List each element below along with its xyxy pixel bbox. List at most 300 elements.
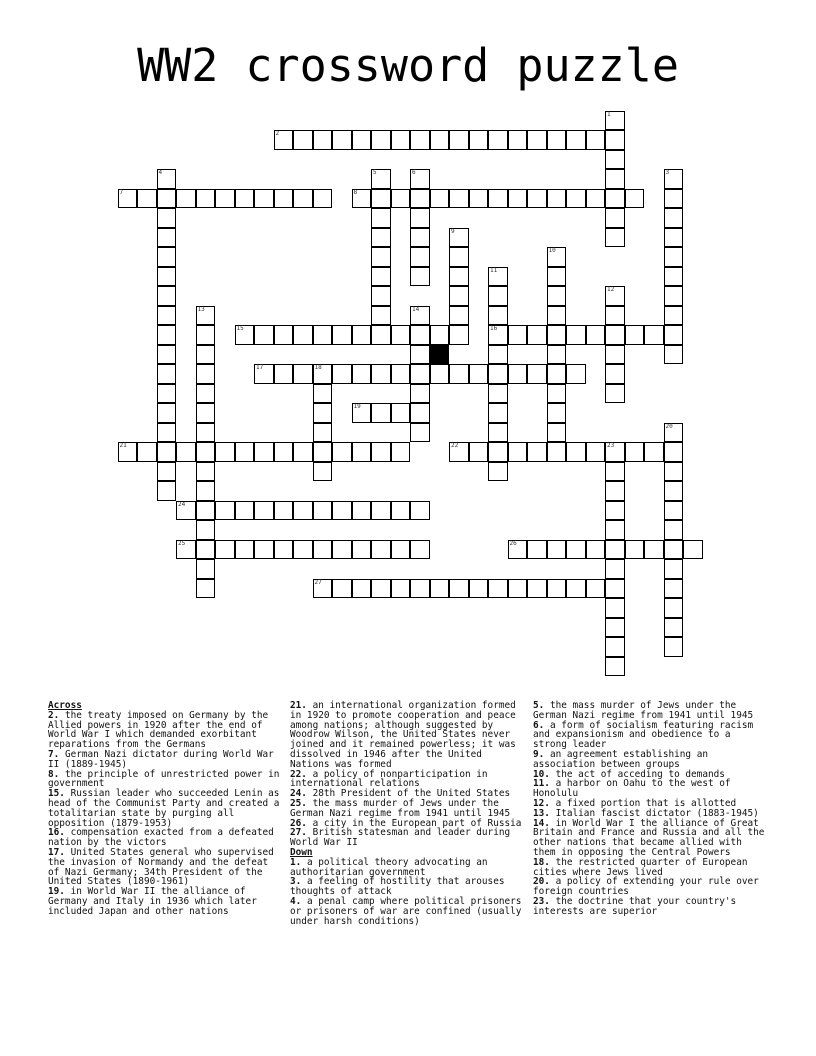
clues-column-3 [533,701,769,917]
grid-cell[interactable] [254,540,274,560]
grid-cell[interactable] [157,423,177,443]
grid-cell[interactable] [235,501,255,521]
grid-cell[interactable] [547,286,567,306]
grid-cell[interactable] [293,442,313,462]
grid-cell[interactable] [391,189,411,209]
grid-cell[interactable] [235,442,255,462]
grid-cell[interactable] [625,442,645,462]
grid-cell[interactable] [664,540,684,560]
grid-cell[interactable] [352,189,372,209]
grid-cell[interactable] [352,501,372,521]
grid-cell[interactable] [664,501,684,521]
grid-cell[interactable] [644,442,664,462]
grid-cell[interactable] [430,325,450,345]
grid-cell[interactable] [332,540,352,560]
grid-cell[interactable] [410,540,430,560]
grid-cell[interactable] [664,598,684,618]
grid-cell[interactable] [391,442,411,462]
grid-cell[interactable] [664,423,684,443]
grid-cell[interactable] [410,579,430,599]
grid-cell[interactable] [274,501,294,521]
grid-cell[interactable] [391,579,411,599]
grid-cell[interactable] [605,384,625,404]
grid-cell[interactable] [527,540,547,560]
grid-cell[interactable] [313,189,333,209]
grid-cell[interactable] [410,228,430,248]
grid-cell[interactable] [196,364,216,384]
clue-text: a city in the European part of Russia [306,817,522,829]
clue-number: 23 [607,442,615,449]
grid-cell[interactable] [664,618,684,638]
clue-number: 26 [509,539,517,547]
grid-cell[interactable] [332,325,352,345]
grid-cell[interactable] [527,189,547,209]
grid-cell[interactable] [215,189,235,209]
grid-cell[interactable] [371,501,391,521]
grid-cell[interactable] [410,325,430,345]
grid-cell[interactable] [664,306,684,326]
grid-cell[interactable] [410,267,430,287]
grid-cell[interactable] [469,579,489,599]
grid-cell[interactable] [196,540,216,560]
grid-cell[interactable] [157,267,177,287]
grid-cell[interactable] [488,267,508,287]
grid-cell[interactable] [371,228,391,248]
grid-cell[interactable] [371,306,391,326]
grid-cell[interactable] [547,579,567,599]
grid-cell[interactable] [157,345,177,365]
grid-cell[interactable] [157,247,177,267]
grid-cell[interactable] [410,384,430,404]
grid-cell[interactable] [449,267,469,287]
grid-cell[interactable] [196,306,216,326]
grid-cell[interactable] [371,364,391,384]
grid-cell[interactable] [157,208,177,228]
grid-cell[interactable] [313,423,333,443]
grid-cell[interactable] [527,442,547,462]
grid-cell[interactable] [488,306,508,326]
clue-number-label: 7. [48,748,60,760]
grid-cell[interactable] [488,423,508,443]
grid-cell[interactable] [293,501,313,521]
grid-cell[interactable] [410,403,430,423]
grid-cell[interactable] [625,189,645,209]
grid-cell[interactable] [605,579,625,599]
clue-text: compensation exacted from a defeated nation by the victors [48,827,274,849]
grid-cell[interactable] [449,306,469,326]
grid-cell[interactable] [605,598,625,618]
grid-cell[interactable] [157,442,177,462]
clue-number: 3 [665,169,670,176]
grid-cell[interactable] [118,189,138,209]
grid-cell[interactable] [410,306,430,326]
grid-cell[interactable] [371,403,391,423]
grid-cell[interactable] [644,325,664,345]
clue-text: Italian fascist dictator (1883-1945) [549,807,759,819]
grid-cell[interactable] [586,189,606,209]
grid-cell[interactable] [176,442,196,462]
grid-cell[interactable] [664,579,684,599]
grid-cell[interactable] [332,501,352,521]
grid-cell[interactable] [371,286,391,306]
grid-cell[interactable] [605,345,625,365]
clue-text: Russian leader who succeeded Lenin as head of the Communist Party and created a totalitarian state by purging all opposition (1879-1953) [48,788,280,829]
grid-cell[interactable] [235,325,255,345]
grid-cell[interactable] [508,540,528,560]
grid-cell[interactable] [527,130,547,150]
grid-cell[interactable] [157,325,177,345]
grid-cell[interactable] [664,286,684,306]
grid-cell[interactable] [664,208,684,228]
grid-cell[interactable] [605,169,625,189]
grid-cell[interactable] [566,579,586,599]
grid-cell[interactable] [157,384,177,404]
grid-cell[interactable] [644,540,664,560]
grid-cell[interactable] [196,423,216,443]
grid-cell[interactable] [566,130,586,150]
grid-cell[interactable] [196,559,216,579]
grid-cell[interactable] [410,169,430,189]
grid-cell[interactable] [196,520,216,540]
grid-cell[interactable] [332,442,352,462]
grid-cell[interactable] [313,501,333,521]
grid-cell[interactable] [215,442,235,462]
grid-cell[interactable] [664,189,684,209]
grid-cell[interactable] [176,540,196,560]
grid-cell[interactable] [391,325,411,345]
clues-column-2 [290,701,524,926]
grid-cell[interactable] [469,130,489,150]
grid-cell[interactable] [371,267,391,287]
grid-cell[interactable] [332,130,352,150]
grid-cell[interactable] [274,325,294,345]
grid-cell[interactable] [566,442,586,462]
grid-cell[interactable] [371,130,391,150]
grid-cell[interactable] [586,442,606,462]
grid-cell[interactable] [664,345,684,365]
grid-cell[interactable] [332,579,352,599]
grid-cell[interactable] [430,130,450,150]
grid-cell[interactable] [527,579,547,599]
grid-cell[interactable] [547,325,567,345]
grid-cell[interactable] [196,403,216,423]
grid-cell[interactable] [605,637,625,657]
grid-cell[interactable] [469,442,489,462]
grid-cell[interactable] [352,540,372,560]
grid-cell[interactable] [449,247,469,267]
grid-cell[interactable] [176,501,196,521]
grid-cell[interactable] [605,228,625,248]
grid-cell[interactable] [293,130,313,150]
clue-number: 9 [451,227,455,235]
grid-cell[interactable] [605,481,625,501]
grid-cell[interactable] [605,501,625,521]
grid-cell[interactable] [566,364,586,384]
grid-cell[interactable] [313,364,333,384]
grid-cell[interactable] [293,189,313,209]
grid-cell[interactable] [469,189,489,209]
grid-cell[interactable] [391,130,411,150]
grid-cell[interactable] [449,364,469,384]
grid-cell[interactable] [254,501,274,521]
grid-cell[interactable] [410,364,430,384]
grid-cell[interactable] [196,345,216,365]
grid-cell[interactable] [196,579,216,599]
grid-cell[interactable] [605,150,625,170]
grid-cell[interactable] [313,130,333,150]
grid-cell[interactable] [391,364,411,384]
clue-number-label: 2. [48,709,60,721]
grid-cell[interactable] [293,540,313,560]
grid-cell[interactable] [469,364,489,384]
grid-cell[interactable] [488,442,508,462]
grid-cell[interactable] [449,189,469,209]
grid-cell[interactable] [371,169,391,189]
grid-cell[interactable] [664,520,684,540]
grid-cell[interactable] [586,325,606,345]
grid-cell[interactable] [118,442,138,462]
grid-cell[interactable] [605,618,625,638]
grid-cell[interactable] [371,579,391,599]
grid-cell[interactable] [547,423,567,443]
grid-cell[interactable] [625,540,645,560]
grid-cell[interactable] [586,579,606,599]
grid-cell[interactable] [157,189,177,209]
grid-cell[interactable] [410,501,430,521]
grid-cell[interactable] [391,501,411,521]
clue-number: 19 [353,403,361,410]
grid-cell[interactable] [625,325,645,345]
grid-cell[interactable] [547,384,567,404]
grid-cell[interactable] [430,364,450,384]
down-clue [533,701,769,721]
grid-cell[interactable] [430,579,450,599]
grid-cell[interactable] [391,540,411,560]
grid-cell[interactable] [254,325,274,345]
grid-cell[interactable] [157,364,177,384]
grid-cell[interactable] [313,403,333,423]
grid-cell[interactable] [547,267,567,287]
grid-cell[interactable] [664,442,684,462]
grid-cell[interactable] [547,306,567,326]
grid-cell[interactable] [449,228,469,248]
grid-cell[interactable] [196,442,216,462]
grid-cell[interactable] [410,189,430,209]
grid-cell[interactable] [313,540,333,560]
grid-cell[interactable] [664,228,684,248]
grid-cell[interactable] [352,130,372,150]
grid-cell[interactable] [352,325,372,345]
grid-cell[interactable] [410,345,430,365]
grid-cell[interactable] [371,189,391,209]
clue-number-label: 24. [290,788,307,800]
grid-cell[interactable] [371,540,391,560]
grid-cell[interactable] [566,189,586,209]
grid-cell[interactable] [371,208,391,228]
grid-cell[interactable] [566,325,586,345]
grid-cell[interactable] [157,169,177,189]
grid-cell[interactable] [196,325,216,345]
grid-cell[interactable] [352,364,372,384]
grid-cell[interactable] [196,462,216,482]
grid-cell[interactable] [254,189,274,209]
clue-text: the principle of unrestricted power in government [48,768,280,790]
grid-cell[interactable] [508,325,528,345]
grid-cell[interactable] [605,442,625,462]
grid-cell[interactable] [313,442,333,462]
grid-cell[interactable] [449,286,469,306]
clue-text: 28th President of the United States [306,788,511,800]
grid-cell[interactable] [488,462,508,482]
grid-cell[interactable] [488,286,508,306]
grid-cell[interactable] [215,540,235,560]
grid-cell[interactable] [605,559,625,579]
grid-cell[interactable] [605,189,625,209]
grid-cell[interactable] [430,189,450,209]
grid-cell[interactable] [664,247,684,267]
grid-cell[interactable] [488,345,508,365]
grid-cell[interactable] [547,130,567,150]
grid-cell[interactable] [313,325,333,345]
grid-cell[interactable] [605,364,625,384]
grid-cell[interactable] [605,111,625,131]
grid-cell[interactable] [391,403,411,423]
grid-cell[interactable] [605,286,625,306]
grid-cell[interactable] [488,189,508,209]
grid-cell[interactable] [508,442,528,462]
grid-cell[interactable] [547,403,567,423]
grid-cell[interactable] [527,364,547,384]
grid-cell[interactable] [137,442,157,462]
grid-cell[interactable] [215,501,235,521]
grid-cell[interactable] [605,462,625,482]
grid-cell[interactable] [566,540,586,560]
grid-cell[interactable] [586,130,606,150]
grid-cell[interactable] [664,462,684,482]
grid-cell[interactable] [274,442,294,462]
grid-cell[interactable] [157,481,177,501]
grid-cell[interactable] [176,189,196,209]
grid-cell[interactable] [196,384,216,404]
clue-number-label: 12. [533,797,550,809]
clue-number-label: 13. [533,807,550,819]
grid-cell[interactable] [605,306,625,326]
page-title: WW2 crossword puzzle [137,39,679,92]
grid-cell[interactable] [254,364,274,384]
grid-cell[interactable] [664,637,684,657]
grid-cell[interactable] [196,189,216,209]
grid-cell[interactable] [332,364,352,384]
across-clue [48,848,280,887]
grid-cell[interactable] [254,442,274,462]
grid-cell[interactable] [488,130,508,150]
grid-cell[interactable] [605,657,625,677]
grid-cell[interactable] [683,540,703,560]
grid-cell[interactable] [664,169,684,189]
grid-cell[interactable] [488,403,508,423]
grid-cell[interactable] [605,325,625,345]
grid-cell[interactable] [664,559,684,579]
grid-cell[interactable] [547,442,567,462]
grid-cell[interactable] [449,325,469,345]
grid-cell[interactable] [196,481,216,501]
grid-cell[interactable] [410,423,430,443]
clue-text: the act of acceding to demands [549,768,725,780]
grid-cell[interactable] [527,325,547,345]
down-clue [533,721,769,750]
grid-cell[interactable] [508,130,528,150]
grid-cell[interactable] [313,384,333,404]
grid-cell[interactable] [352,579,372,599]
grid-cell[interactable] [605,208,625,228]
clue-text: United States general who supervised the invasion of Normandy and the defeat of Nazi Germany; 34th President of the United States (1890-1961) [48,846,274,888]
grid-cell[interactable] [449,579,469,599]
clue-number: 16 [490,325,498,332]
grid-cell[interactable] [137,189,157,209]
grid-cell[interactable] [488,384,508,404]
grid-cell[interactable] [449,130,469,150]
grid-cell[interactable] [157,403,177,423]
grid-cell[interactable] [235,189,255,209]
grid-cell[interactable] [488,364,508,384]
grid-cell[interactable] [508,579,528,599]
grid-cell[interactable] [547,540,567,560]
grid-cell[interactable] [508,189,528,209]
grid-cell[interactable] [605,540,625,560]
grid-cell[interactable] [664,481,684,501]
grid-cell[interactable] [410,247,430,267]
grid-cell[interactable] [293,325,313,345]
grid-cell[interactable] [488,325,508,345]
grid-cell[interactable] [352,442,372,462]
grid-cell[interactable] [664,325,684,345]
grid-cell[interactable] [293,364,313,384]
grid-cell[interactable] [547,189,567,209]
grid-cell[interactable] [371,325,391,345]
grid-cell[interactable] [547,247,567,267]
grid-cell[interactable] [508,364,528,384]
clue-text: a form of socialism featuring racism and expansionism and obedience to a strong leader [533,719,754,751]
grid-cell[interactable] [547,345,567,365]
grid-cell[interactable] [410,208,430,228]
grid-cell[interactable] [586,540,606,560]
grid-cell[interactable] [157,286,177,306]
grid-cell[interactable] [410,130,430,150]
grid-cell[interactable] [488,579,508,599]
grid-cell[interactable] [449,442,469,462]
grid-cell[interactable] [371,442,391,462]
clue-text: a policy of nonparticipation in international relations [290,768,488,790]
grid-cell[interactable] [605,520,625,540]
grid-cell[interactable] [157,228,177,248]
grid-cell[interactable] [274,130,294,150]
grid-cell[interactable] [605,130,625,150]
grid-cell[interactable] [664,267,684,287]
clue-number-label: 16. [48,827,65,839]
grid-cell[interactable] [274,540,294,560]
grid-cell[interactable] [547,364,567,384]
grid-cell[interactable] [313,579,333,599]
grid-cell[interactable] [274,189,294,209]
grid-cell[interactable] [157,462,177,482]
grid-cell[interactable] [313,462,333,482]
grid-cell[interactable] [352,403,372,423]
grid-cell[interactable] [235,540,255,560]
grid-cell[interactable] [371,247,391,267]
grid-cell[interactable] [157,306,177,326]
grid-cell[interactable] [274,364,294,384]
grid-cell[interactable] [196,501,216,521]
